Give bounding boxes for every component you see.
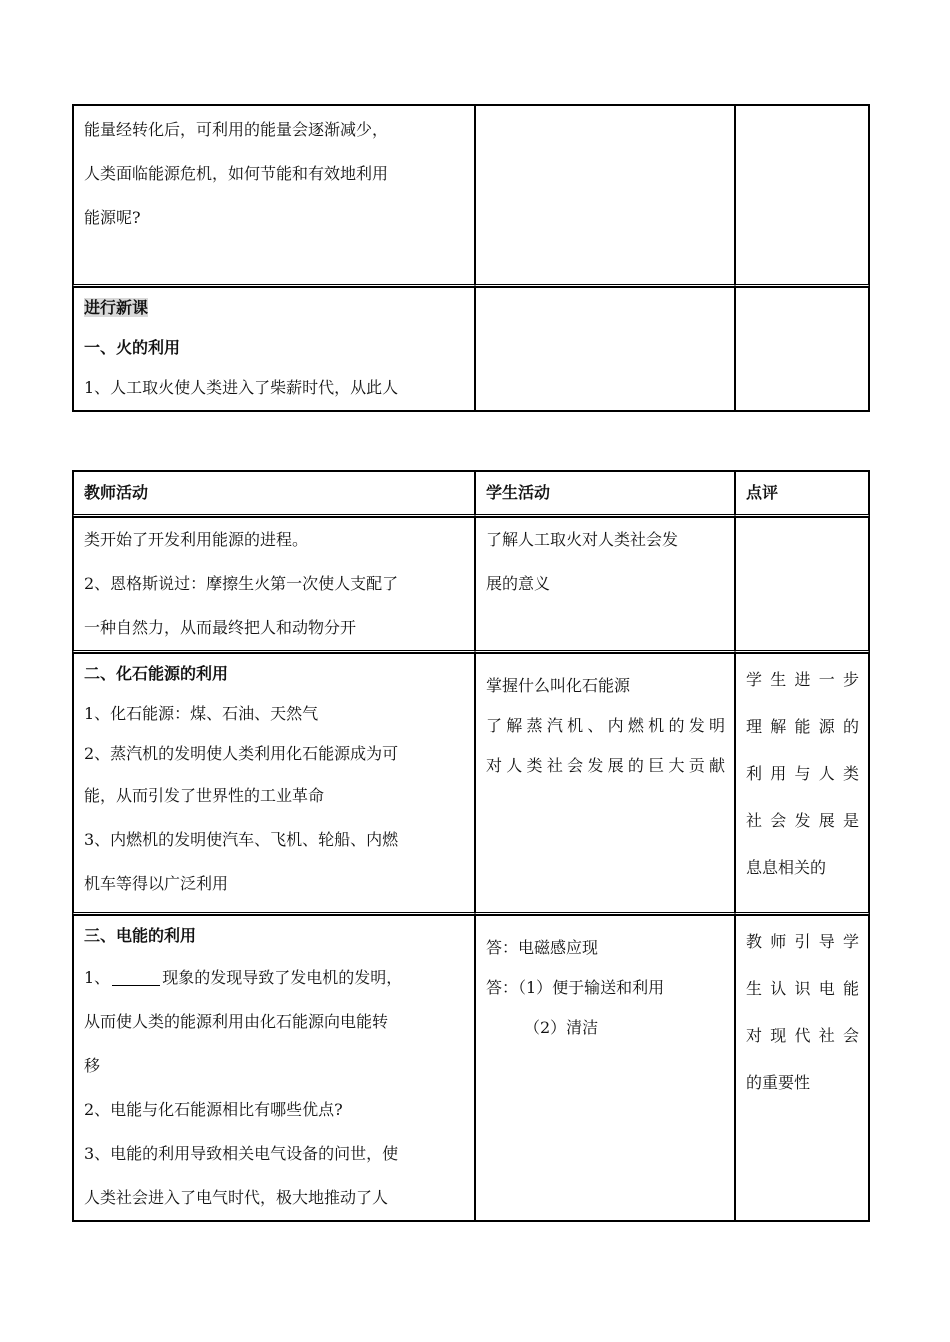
student-cell — [475, 105, 735, 287]
text-line: 从而使人类的能源利用由化石能源向电能转 — [84, 1012, 389, 1031]
student-cell — [475, 653, 735, 915]
teacher-cell — [73, 517, 475, 653]
text-line: 教师引导学 — [746, 932, 859, 951]
comment-cell — [735, 287, 869, 411]
header-comment: 点评 — [735, 471, 869, 517]
text-line: 对人类社会发展的巨大贡献 — [486, 756, 725, 775]
text-line: 3、内燃机的发明使汽车、飞机、轮船、内燃 — [84, 830, 399, 849]
text-line: 1、人工取火使人类进入了柴薪时代，从此人 — [84, 378, 399, 397]
table-row — [73, 517, 869, 653]
text-line: 能量经转化后，可利用的能量会逐渐减少， — [84, 120, 389, 139]
text-line: 2、恩格斯说过：摩擦生火第一次使人支配了 — [84, 574, 399, 593]
text-line: 人类社会进入了电气时代，极大地推动了人 — [84, 1188, 389, 1207]
text-line: 2、电能与化石能源相比有哪些优点? — [84, 1100, 343, 1119]
section-heading: 进行新课 — [84, 298, 149, 317]
text-line: 一种自然力，从而最终把人和动物分开 — [84, 618, 357, 637]
section-heading: 二、化石能源的利用 — [84, 664, 229, 683]
table-row — [73, 287, 869, 411]
answer-blank — [112, 969, 160, 986]
subsection-heading: 一、火的利用 — [84, 338, 181, 357]
comment-cell — [735, 105, 869, 287]
text-line: 能源呢? — [84, 208, 141, 227]
teacher-cell — [73, 653, 475, 915]
fill-in-question: 1、 现象的发现导致了发电机的发明， — [84, 968, 403, 987]
text-line: 的重要性 — [746, 1073, 811, 1092]
student-cell — [475, 517, 735, 653]
comment-cell — [735, 517, 869, 653]
text-line: 息息相关的 — [746, 858, 827, 877]
comment-cell — [735, 915, 869, 1221]
text-line: 人类面临能源危机，如何节能和有效地利用 — [84, 164, 389, 183]
teacher-cell — [73, 287, 475, 411]
table-row — [73, 105, 869, 287]
lesson-table-2 — [72, 470, 870, 1222]
answer-line: （2）清洁 — [524, 1018, 599, 1037]
lesson-table-1 — [72, 104, 870, 412]
section-heading: 三、电能的利用 — [84, 926, 197, 945]
text-line: 展的意义 — [486, 574, 551, 593]
answer-line: 答：（1）便于输送和利用 — [486, 978, 665, 997]
comment-cell — [735, 653, 869, 915]
text-line: 对现代社会 — [746, 1026, 859, 1045]
text-line: 机车等得以广泛利用 — [84, 874, 229, 893]
text-line: 学生进一步 — [746, 670, 859, 689]
text-line: 移 — [84, 1056, 101, 1075]
text-line: 理解能源的 — [746, 717, 859, 736]
text-line: 利用与人类 — [746, 764, 859, 783]
text-line: 生认识电能 — [746, 979, 859, 998]
header-student-activity: 学生活动 — [475, 471, 735, 517]
teacher-cell — [73, 105, 475, 287]
text-line: 掌握什么叫化石能源 — [486, 676, 631, 695]
text-line: 了解人工取火对人类社会发 — [486, 530, 679, 549]
table-row — [73, 915, 869, 1221]
student-cell — [475, 915, 735, 1221]
teacher-cell — [73, 915, 475, 1221]
header-teacher-activity: 教师活动 — [73, 471, 475, 517]
table-row — [73, 653, 869, 915]
text-line: 类开始了开发利用能源的进程。 — [84, 530, 309, 549]
text-line: 社会发展是 — [746, 811, 859, 830]
text-line: 1、化石能源：煤、石油、天然气 — [84, 704, 319, 723]
text-line: 2、蒸汽机的发明使人类利用化石能源成为可 — [84, 744, 399, 763]
text-line: 3、电能的利用导致相关电气设备的问世，使 — [84, 1144, 399, 1163]
answer-line: 答：电磁感应现 — [486, 938, 599, 957]
student-cell — [475, 287, 735, 411]
text-line: 能，从而引发了世界性的工业革命 — [84, 786, 325, 805]
text-line: 了解蒸汽机、内燃机的发明 — [486, 716, 725, 735]
table-header-row — [73, 471, 869, 517]
